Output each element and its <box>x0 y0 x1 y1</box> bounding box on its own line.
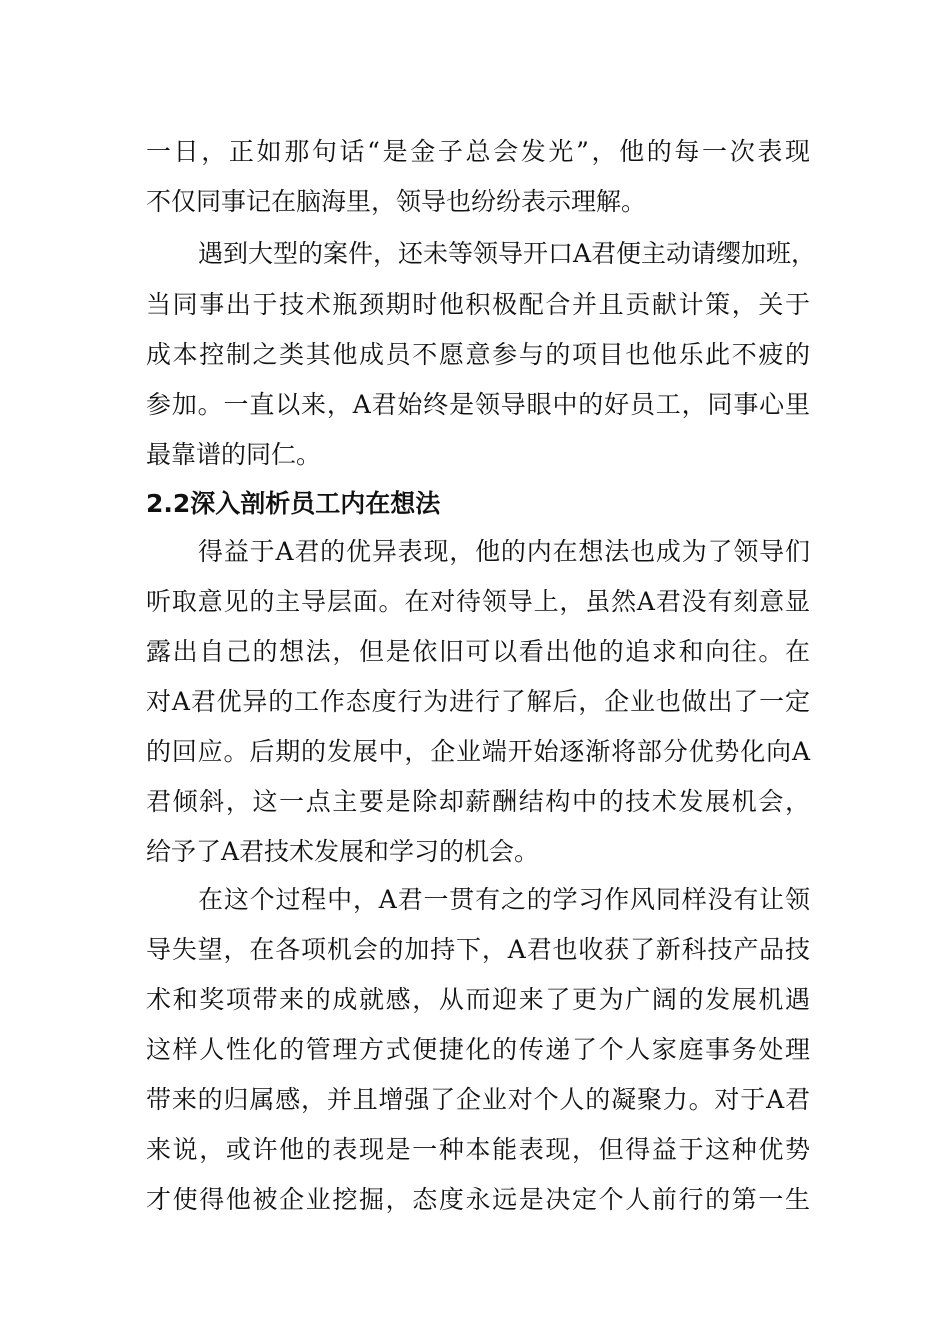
paragraph-line: 才使得他被企业挖掘，态度永远是决定个人前行的第一生 <box>146 1185 810 1214</box>
paragraph-line: 遇到大型的案件，还未等领导开口A君便主动请缨加班， <box>198 239 817 268</box>
paragraph-line: 当同事出于技术瓶颈期时他积极配合并且贡献计策，关于 <box>146 290 810 319</box>
paragraph-line: 这样人性化的管理方式便捷化的传递了个人家庭事务处理 <box>146 1035 810 1064</box>
paragraph-line: 最靠谱的同仁。 <box>146 440 322 469</box>
paragraph-line: 露出自己的想法，但是依旧可以看出他的追求和向往。在 <box>146 637 810 666</box>
paragraph-line: 成本控制之类其他成员不愿意参与的项目也他乐此不疲的 <box>146 340 810 369</box>
paragraph-line: 得益于A君的优异表现，他的内在想法也成为了领导们 <box>198 537 810 566</box>
paragraph-line: 听取意见的主导层面。在对待领导上，虽然A君没有刻意显 <box>146 587 810 616</box>
paragraph-line: 带来的归属感，并且增强了企业对个人的凝聚力。对于A君 <box>146 1085 810 1114</box>
paragraph-line: 的回应。后期的发展中，企业端开始逐渐将部分优势化向A <box>146 737 810 766</box>
paragraph-line: 君倾斜，这一点主要是除却薪酬结构中的技术发展机会， <box>146 787 810 816</box>
paragraph-line: 一日，正如那句话“是金子总会发光”，他的每一次表现 <box>146 137 810 166</box>
paragraph-line: 术和奖项带来的成就感，从而迎来了更为广阔的发展机遇 <box>146 985 810 1014</box>
paragraph-line: 在这个过程中，A君一贯有之的学习作风同样没有让领 <box>198 885 810 914</box>
paragraph-line: 导失望，在各项机会的加持下，A君也收获了新科技产品技 <box>146 935 810 964</box>
paragraph-line: 给予了A君技术发展和学习的机会。 <box>146 837 540 866</box>
section-heading: 2.2深入剖析员工内在想法 <box>146 489 441 518</box>
paragraph-line: 参加。一直以来，A君始终是领导眼中的好员工，同事心里 <box>146 390 810 419</box>
paragraph-line: 对A君优异的工作态度行为进行了解后，企业也做出了一定 <box>146 687 810 716</box>
paragraph-line: 不仅同事记在脑海里，领导也纷纷表示理解。 <box>146 187 647 216</box>
paragraph-line: 来说，或许他的表现是一种本能表现，但得益于这种优势 <box>146 1135 810 1164</box>
